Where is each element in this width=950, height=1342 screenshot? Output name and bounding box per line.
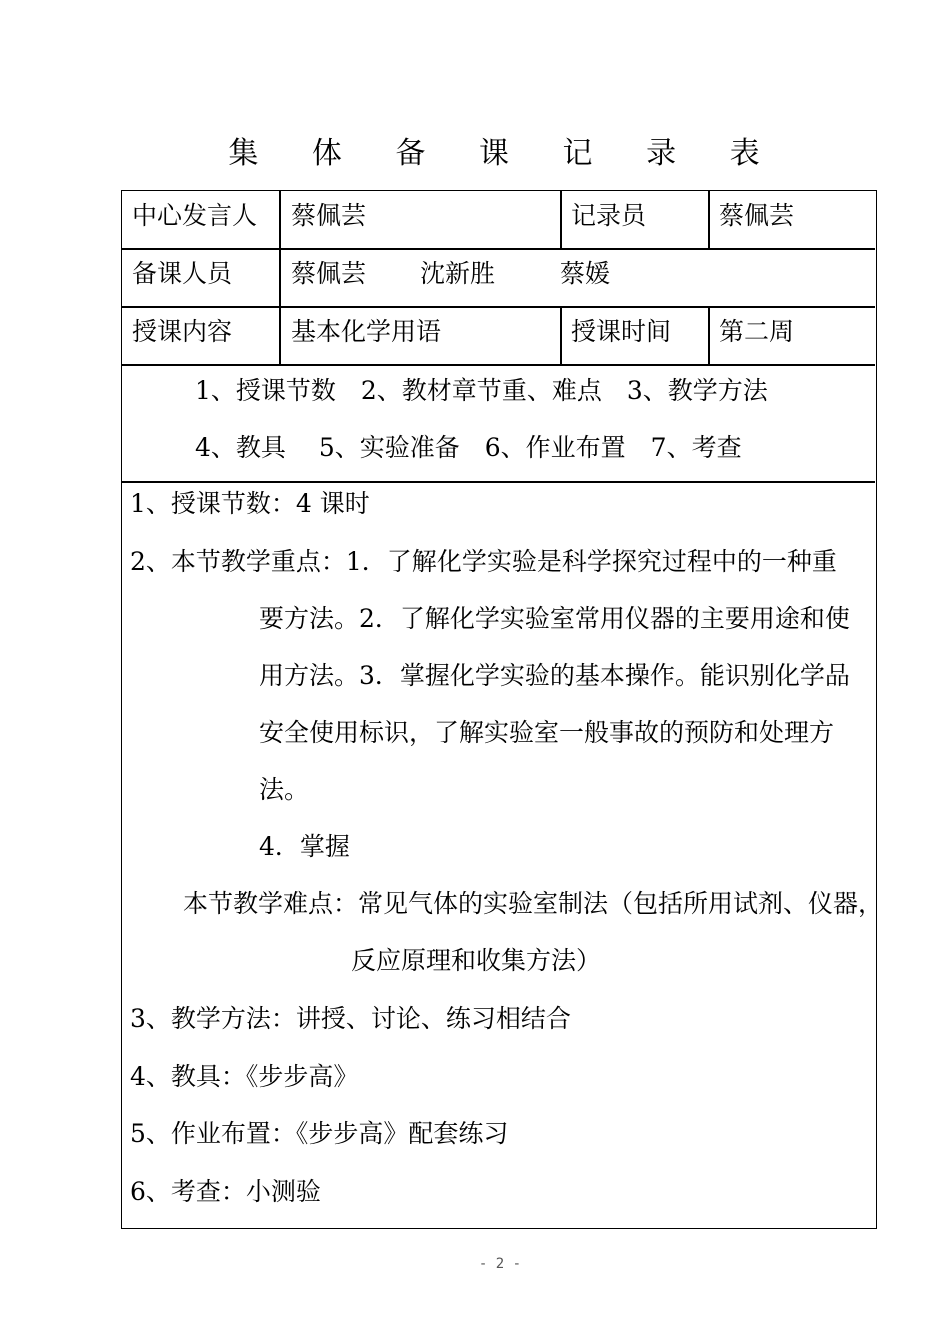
body-line: 3、教学方法：讲授、讨论、练习相结合 <box>130 1004 571 1033</box>
column-divider <box>279 191 281 365</box>
time-label: 授课时间 <box>571 317 672 346</box>
outline-line: 4、教具 5、实验准备 6、作业布置 7、考查 <box>195 433 742 462</box>
participant-name: 蔡媛 <box>560 259 611 288</box>
time-value: 第二周 <box>719 317 795 346</box>
body-line: 反应原理和收集方法） <box>351 946 602 975</box>
content-value: 基本化学用语 <box>291 317 442 346</box>
body-line: 安全使用标识，了解实验室一般事故的预防和处理方 <box>259 718 835 747</box>
body-line: 本节教学难点：常见气体的实验室制法（包括所用试剂、仪器， <box>183 889 884 918</box>
recorder-label: 记录员 <box>571 201 647 230</box>
body-line: 用方法。3．掌握化学实验的基本操作。能识别化学品 <box>259 661 850 690</box>
body-line: 1、授课节数：4 课时 <box>130 489 370 518</box>
row-divider <box>122 248 875 250</box>
speaker-value: 蔡佩芸 <box>291 201 367 230</box>
body-line: 4．掌握 <box>259 832 350 861</box>
participant-name: 沈新胜 <box>420 259 496 288</box>
column-divider <box>560 191 562 249</box>
column-divider <box>708 191 710 249</box>
page-title: 集 体 备 课 记 录 表 <box>228 136 782 171</box>
row-divider <box>122 481 875 483</box>
participant-name: 蔡佩芸 <box>291 259 367 288</box>
column-divider <box>560 307 562 365</box>
body-line: 法。 <box>259 775 310 804</box>
lesson-record-table <box>121 190 884 1229</box>
body-line: 4、教具：《步步高》 <box>130 1062 359 1091</box>
participants-label: 备课人员 <box>132 259 233 288</box>
speaker-label: 中心发言人 <box>132 201 258 230</box>
outline-line: 1、授课节数 2、教材章节重、难点 3、教学方法 <box>195 376 768 405</box>
column-divider <box>708 307 710 365</box>
body-line: 2、本节教学重点：1．了解化学实验是科学探究过程中的一种重 <box>130 547 837 576</box>
body-line: 5、作业布置：《步步高》配套练习 <box>130 1119 509 1148</box>
body-line: 要方法。2．了解化学实验室常用仪器的主要用途和使 <box>259 604 850 633</box>
content-label: 授课内容 <box>132 317 233 346</box>
row-divider <box>122 306 875 308</box>
body-line: 6、考查：小测验 <box>130 1177 321 1206</box>
page-number: - 2 - <box>478 1256 522 1272</box>
row-divider <box>122 364 875 366</box>
recorder-value: 蔡佩芸 <box>719 201 795 230</box>
